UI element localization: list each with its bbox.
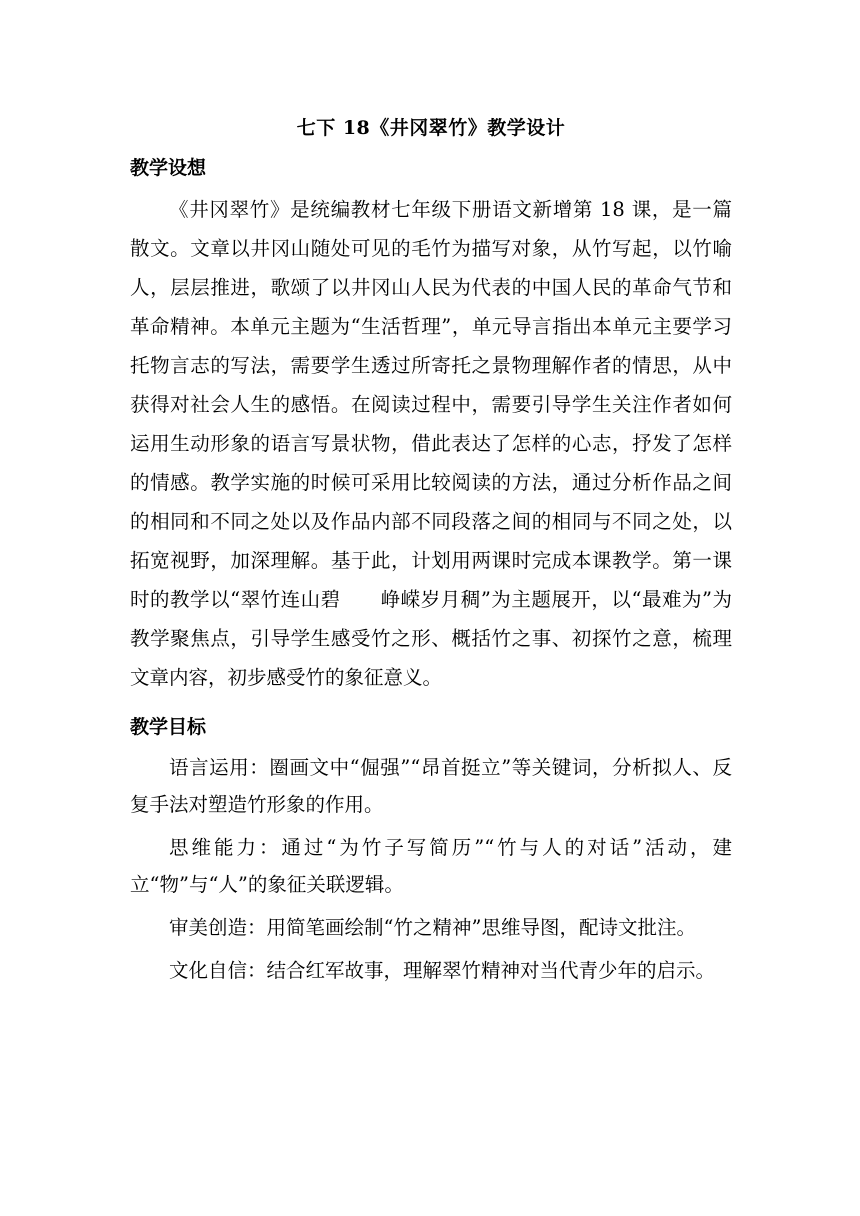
goal-culture: 文化自信：结合红军故事，理解翠竹精神对当代青少年的启示。 [169,959,716,982]
document-title: 七下 18《井冈翠竹》教学设计 [296,117,566,139]
goal-thinking: 思维能力：通过“为竹子写简历”“竹与人的对话”活动，建立“物”与“人”的象征关联逻辑。 [130,836,732,896]
document-page [130,112,732,995]
goal-language: 语言运用：圈画文中“倔强”“昂首挺立”等关键词，分析拟人、反复手法对塑造竹形象的作用。 [130,756,732,816]
goal-aesthetics: 审美创造：用简笔画绘制“竹之精神”思维导图，配诗文批注。 [169,916,696,939]
concept-paragraph: 《井冈翠竹》是统编教材七年级下册语文新增第 18 课，是一篇散文。文章以井冈山随处可见的毛竹为描写对象，从竹写起，以竹喻人，层层推进，歌颂了以井冈山人民为代表的中国人民的革命气节和革命精神。本单元主题为“生活哲理”，单元导言指出本单元主要学习托物言志的写法，需要学生透过所寄托之景物理解作者的情思，从中获得对社会人生的感悟。在阅读过程中，需要引导学生关注作者如何运用生动形象的语言写景状物，借此表达了怎样的心志，抒发了怎样的情感。教学实施的时候可采用比较阅读的方法，通过分析作品之间的相同和不同之处以及作品内部不同段落之间的相同与不同之处，以拓宽视野，加深理解。基于此，计划用两课时完成本课教学。第一课时的教学以“翠竹连山碧 峥嵘岁月稠”为主题展开，以“最难为”为教学聚焦点，引导学生感受竹之形、概括竹之事、初探竹之意，梳理文章内容，初步感受竹的象征意义。 [130,198,732,689]
section-heading-goals: 教学目标 [130,716,207,738]
section-heading-concept: 教学设想 [130,157,207,179]
